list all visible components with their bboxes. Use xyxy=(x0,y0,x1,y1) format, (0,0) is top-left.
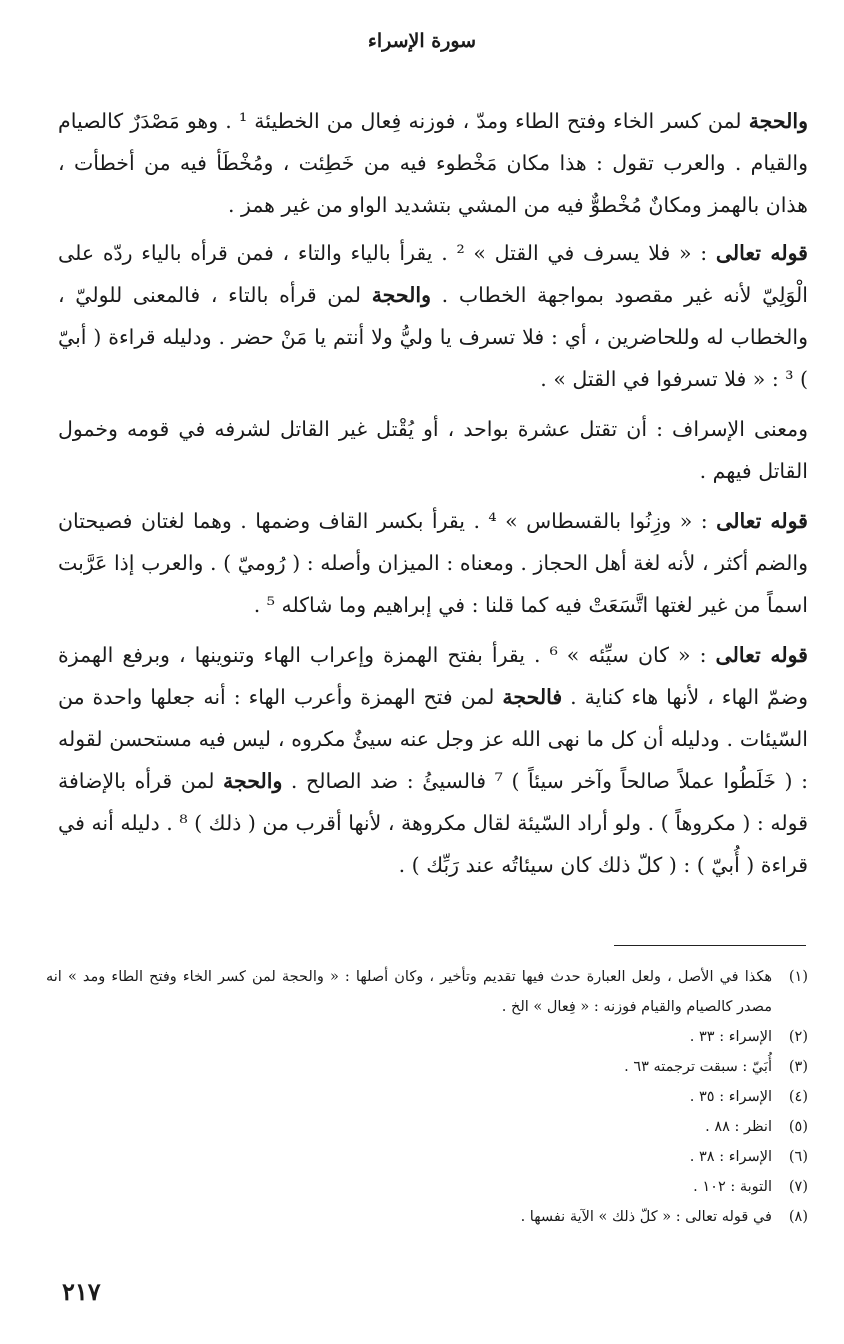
footnote-item xyxy=(46,1172,808,1202)
footnote-number: (١) xyxy=(788,969,808,985)
footnote-number: (٧) xyxy=(788,1179,808,1195)
paragraph-text: لمن قرأه بالإضافة قوله : ( مكروهاً ) . ولو أراد السّيئة لقال مكروهة ، لأنها أقرب من ( ذلك ) ⁸ . دليله أنه في قراءة ( أُبيّ ) : ( كلّ ذلك كان سيئاتُه عند رَبِّك ) . xyxy=(58,769,808,877)
paragraph-text: : « كان سيِّئه » ⁶ . يقرأ بفتح الهمزة وإعراب الهاء وتنوينها ، وبرفع الهمزة وضمّ الهاء ، لأنها هاء كناية . xyxy=(58,643,809,709)
footnote-text: هكذا في الأصل ، ولعل العبارة حدث فيها تقديم وتأخير ، وكان أصلها : « والحجة لمن كسر الخاء وفتح الطاء ومد » انه مصدر كالصيام والقيام فوزنه : « فِعال » الخ . xyxy=(46,969,772,1015)
keyword-heading: قوله تعالى xyxy=(715,241,808,265)
paragraph-1 xyxy=(58,100,808,226)
footnote-number: (٥) xyxy=(788,1119,808,1135)
footnote-text: في قوله تعالى : « كلّ ذلك » الآية نفسها . xyxy=(520,1209,772,1225)
paragraph-text: ومعنى الإسراف : أن تقتل عشرة بواحد ، أو يُقْتل غير القاتل لشرفه في قومه وخمول القاتل فيهم . xyxy=(58,417,808,483)
footnote-text: الإسراء : ٣٥ . xyxy=(689,1089,772,1105)
footnote-number: (٨) xyxy=(788,1209,808,1225)
footnote-item xyxy=(46,1112,808,1142)
paragraph-text: لمن قرأه بالتاء ، فالمعنى للوليّ ، والخطاب له وللحاضرين ، أي : فلا تسرف يا وليُّ ولا أنتم يا مَنْ حضر . ودليله قراءة ( أبيّ ) ³ : « فلا تسرفوا في القتل » . xyxy=(58,283,808,391)
footnote-item xyxy=(46,1202,808,1232)
footnote-text: الإسراء : ٣٣ . xyxy=(689,1029,772,1045)
paragraph-text: : « فلا يسرف في القتل » ² . يقرأ بالياء والتاء ، فمن قرأه بالياء ردّه على الْوَلِيّ لأنه غير مقصود بمواجهة الخطاب . xyxy=(58,241,808,307)
paragraph-5 xyxy=(58,634,808,886)
paragraph-text: لمن كسر الخاء وفتح الطاء ومدّ ، فوزنه فِعال من الخطيئة ¹ . وهو مَصْدَرٌ كالصيام والقيام . والعرب تقول : هذا مكان مَخْطوء فيه من خَطِئت ، ومُخْطَأ فيه من أخطأت ، هذان بالهمز ومكانٌ مُخْطوٌّ فيه من المشي بتشديد الواو من غير همز . xyxy=(58,109,808,217)
keyword-heading: فالحجة xyxy=(502,685,563,709)
footnote-text: انظر : ٨٨ . xyxy=(705,1119,772,1135)
paragraph-text: لمن فتح الهمزة وأعرب الهاء : أنه جعلها واحدة من السّيئات . ودليله أن كل ما نهى الله عز وجل عنه سيئٌ مكروه ، ليس فيه مستحسن لقوله : ( خَلَطُوا عملاً صالحاً وآخر سيئاً ) ⁷ فالسيئُ : ضد الصالح . xyxy=(58,685,808,793)
paragraph-4 xyxy=(58,500,808,626)
footnote-text: الإسراء : ٣٨ . xyxy=(689,1149,772,1165)
footnotes-list xyxy=(46,962,808,1232)
footnote-text: التوبة : ١٠٢ . xyxy=(693,1179,772,1195)
paragraph-text: : « وزِنُوا بالقسطاس » ⁴ . يقرأ بكسر القاف وضمها . وهما لغتان فصيحتان والضم أكثر ، لأنه لغة أهل الحجاز . ومعناه : الميزان وأصله : ( رُوميّ ) . والعرب إذا عَرَّبت اسماً من غير لغتها اتَّسَعَتْ فيه كما قلنا : في إبراهيم وما شاكله ⁵ . xyxy=(58,509,808,617)
footnote-number: (٦) xyxy=(788,1149,808,1165)
footnote-item xyxy=(46,1022,808,1052)
footnote-item xyxy=(46,962,808,1022)
footnote-number: (٢) xyxy=(788,1029,808,1045)
keyword-heading: والحجة xyxy=(748,109,808,133)
keyword-heading: والحجة xyxy=(223,769,283,793)
footnote-text: أُبَيّ : سبقت ترجمته ٦٣ . xyxy=(624,1059,772,1075)
keyword-heading: قوله تعالى xyxy=(716,509,808,533)
keyword-heading: قوله تعالى xyxy=(715,643,808,667)
main-text xyxy=(58,100,808,894)
footnote-number: (٤) xyxy=(788,1089,808,1105)
footnote-item xyxy=(46,1082,808,1112)
paragraph-2 xyxy=(58,232,808,400)
page-number: ٢١٧ xyxy=(62,1277,101,1306)
footnote-item xyxy=(46,1142,808,1172)
footnote-item xyxy=(46,1052,808,1082)
paragraph-3 xyxy=(58,408,808,492)
keyword-heading: والحجة xyxy=(371,283,431,307)
footnote-number: (٣) xyxy=(788,1059,808,1075)
running-head: سورة الإسراء xyxy=(367,30,477,52)
footnote-separator xyxy=(614,945,806,946)
